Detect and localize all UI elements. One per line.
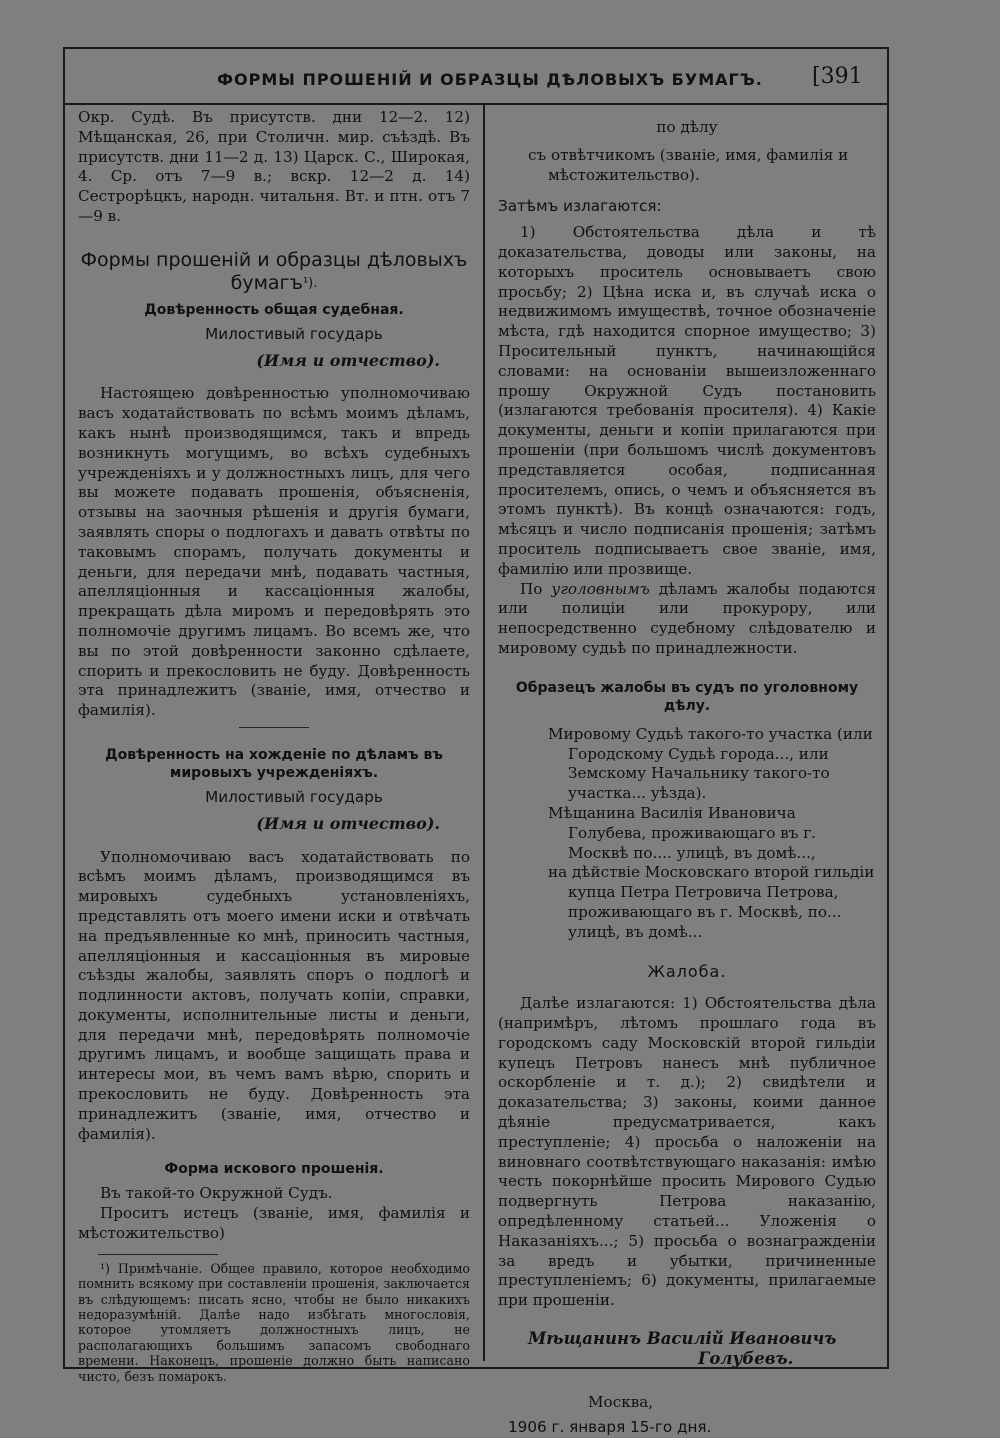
doc2-name: (Имя и отчество). xyxy=(256,813,440,833)
then-listed: Затѣмъ излагаются: xyxy=(498,197,662,216)
criminal-note-lead: По xyxy=(520,579,552,598)
address-defendant: на дѣйствіе Московскаго второй гильдіи купца Петра Петровича Петрова, проживающаго въ г. Москвѣ, по... улицѣ, въ домѣ... xyxy=(548,863,875,941)
header-rule xyxy=(63,103,887,105)
section-title-note: ¹). xyxy=(302,275,318,291)
intro-paragraph: Окр. Судѣ. Въ присутств. дни 12—2. 12) Мѣщанская, 26, при Столичн. мир. съѣздѣ. Въ присутств. дни 11—2 д. 13) Царск. С., Широкая, 4. Ср. отъ 7—9 в.; вскр. 12—2 д. 14) Сестрорѣцкъ, народн. читальня. Вт. и птн. отъ 7—9 в. xyxy=(78,108,470,225)
doc2-salutation: Милостивый государь xyxy=(205,787,383,806)
running-title: ФОРМЫ ПРОШЕНІЙ И ОБРАЗЦЫ ДѢЛОВЫХЪ БУМАГЪ. xyxy=(217,70,763,89)
section-title xyxy=(78,249,470,295)
doc1-salutation: Милостивый государь xyxy=(205,324,383,343)
section-title-text: Формы прошеній и образцы дѣловыхъ бумагъ xyxy=(80,248,468,294)
doc1-body: Настоящею довѣренностью уполномочиваю васъ ходатайствовать по всѣмъ моимъ дѣламъ, какъ нынѣ производящимся, такъ и впредь возникнуть могущимъ, во всѣхъ судебныхъ учрежденіяхъ и у должностныхъ лицъ, для чего вы можете подавать прошенія, объясненія, отзывы на заочныя рѣшенія и другія бумаги, заявлять споры о подлогахъ и давать отвѣты по таковымъ спорамъ, получать документы и деньги, для передачи мнѣ, подавать частныя, апелляціонныя и кассаціонныя жалобы, прекращать дѣла миромъ и передовѣрять это полномочіе другимъ лицамъ. Во всемъ же, что вы по этой довѣренности законно сдѣлаете, спорить и прекословить не буду. Довѣренность эта принадлежитъ (званіе, имя, отчество и фамилія). xyxy=(78,384,470,720)
column-divider xyxy=(483,105,485,1361)
criminal-note-rest: дѣламъ жалобы подаются или полиціи или прокурору, или непосредственно судебному слѣдователю и мировому судьѣ по принадлежности. xyxy=(498,579,876,657)
signature-place: Москва, xyxy=(588,1392,654,1411)
case-line: по дѣлу xyxy=(656,118,718,136)
doc2-title: Довѣренность на хожденіе по дѣламъ въ мировыхъ учрежденіяхъ. xyxy=(105,746,443,781)
left-column xyxy=(78,108,470,1384)
doc4-title: Образецъ жалобы въ судъ по уголовному дѣлу. xyxy=(515,679,859,714)
respondent-line: съ отвѣтчикомъ (званіе, имя, фамилія и мѣстожительство). xyxy=(528,145,849,184)
separator-rule xyxy=(239,727,309,728)
address-complainant: Мѣщанина Василія Ивановича Голубева, проживающаго въ г. Москвѣ по.... улицѣ, въ домѣ..., xyxy=(548,803,817,862)
footnote: ¹) Примѣчаніе. Общее правило, которое необходимо помнить всякому при составленіи прошенія, заключается въ слѣдующемъ: писать ясно, чтобы не было никакихъ недоразумѣній. Далѣе надо избѣгать многословія, которое утомляетъ должностныхъ лицъ, не располагающихъ большимъ запасомъ свободнаго времени. Наконецъ, прошеніе должно быть написано чисто, безъ помарокъ. xyxy=(78,1260,470,1384)
complaint-body: Далѣе излагаются: 1) Обстоятельства дѣла (напримѣръ, лѣтомъ прошлаго года въ городскомъ саду Московскій второй гильдіи купецъ Петровъ нанесъ мнѣ публичное оскорбленіе и т. д.); 2) свидѣтели и доказательства; 3) законы, коими данное дѣяніе предусматривается, какъ преступленіе; 4) просьба о наложеніи на виновнаго соотвѣтствующаго наказанія: имѣю честь покорнѣйше просить Мирового Судью подвергнуть Петрова наказанію, опредѣленному статьей... Уложенія о Наказаніяхъ...; 5) просьба о вознагражденіи за вредъ и убытки, причиненные преступленіемъ; 6) документы, прилагаемые при прошеніи. xyxy=(498,994,876,1310)
doc3-title: Форма искового прошенія. xyxy=(164,1161,384,1178)
petition-points: 1) Обстоятельства дѣла и тѣ доказательства, доводы или законы, на которыхъ проситель основываетъ свою просьбу; 2) Цѣна иска и, въ случаѣ иска о недвижимомъ имуществѣ, точное обозначеніе мѣста, гдѣ находится спорное имущество; 3) Просительный пунктъ, начинающійся словами: на основаніи вышеизложеннаго прошу Окружной Судъ постановить (излагаются требованія просителя). 4) Какіе документы, деньги и копіи прилагаются при прошеніи (при большомъ числѣ документовъ представляется особая, подписанная просителемъ, опись, о чемъ и объясняется въ этомъ пунктѣ). Въ концѣ означаются: годъ, мѣсяцъ и число подписанія прошенія; затѣмъ проситель подписываетъ свое званіе, имя, фамилію или прозвище. xyxy=(498,223,876,578)
footnote-rule xyxy=(98,1254,218,1255)
doc2-body: Уполномочиваю васъ ходатайствовать по всѣмъ моимъ дѣламъ, производящимся въ мировыхъ судебныхъ установленіяхъ, представлять отъ моего имени иски и отвѣчать на предъявленные ко мнѣ, приносить частныя, апелляціонныя и кассаціонныя въ мировые съѣзды жалобы, заявлять споръ о подлогѣ и подлинности актовъ, получать копіи, справки, документы, исполнительные листы и деньги, для передачи мнѣ, передовѣрять полномочіе другимъ лицамъ, и вообще защищать права и интересы мои, въ чемъ вамъ вѣрю, спорить и прекословить не буду. Довѣренность эта принадлежитъ (званіе, имя, отчество и фамилія). xyxy=(78,847,470,1143)
right-column xyxy=(498,118,876,1438)
criminal-note-italic: уголовнымъ xyxy=(551,579,650,598)
complaint-heading: Жалоба. xyxy=(647,962,727,982)
signature-date: 1906 г. января 15-го дня. xyxy=(508,1418,712,1437)
address-judge: Мировому Судьѣ такого-то участка (или Городскому Судьѣ города..., или Земскому Начальнику такого-то участка... уѣзда). xyxy=(548,724,873,803)
doc3-line2: Проситъ истецъ (званіе, имя, фамилія и мѣстожительство) xyxy=(78,1204,470,1243)
signature-line-2: Голубевъ. xyxy=(698,1348,794,1368)
doc1-title: Довѣренность общая судебная. xyxy=(144,301,404,318)
signature-line-1: Мѣщанинъ Василій Ивановичъ xyxy=(528,1329,837,1349)
doc3-line1: Въ такой-то Окружной Судъ. xyxy=(100,1184,333,1203)
doc1-name: (Имя и отчество). xyxy=(256,350,440,370)
page-number: [391 xyxy=(812,64,863,89)
criminal-note xyxy=(498,580,876,659)
